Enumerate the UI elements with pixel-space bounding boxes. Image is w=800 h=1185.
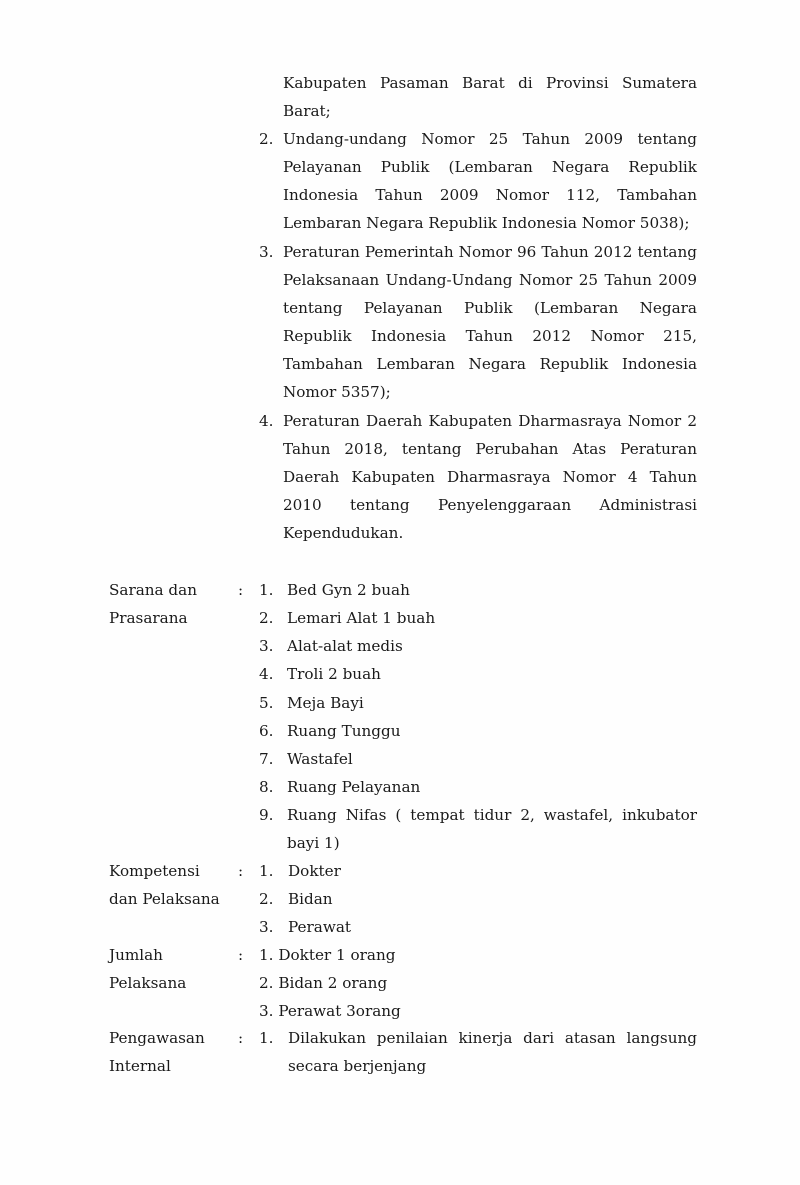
kompetensi-item: Bidan xyxy=(288,890,333,908)
legal-item-line: Indonesia Tahun 2009 Nomor 112, Tambahan xyxy=(283,186,697,204)
section-label-pengawasan: Internal xyxy=(109,1057,171,1075)
kompetensi-item-number: 2. xyxy=(259,890,274,908)
sarana-item-number: 3. xyxy=(259,637,274,655)
section-label-jumlah: Jumlah xyxy=(109,946,163,964)
sarana-item-number: 4. xyxy=(259,665,274,683)
legal-item-line: Tambahan Lembaran Negara Republik Indonesia xyxy=(283,355,697,373)
legal-item-line: Lembaran Negara Republik Indonesia Nomor 5038); xyxy=(283,214,690,232)
section-colon: : xyxy=(238,946,244,964)
legal-item-line: Republik Indonesia Tahun 2012 Nomor 215, xyxy=(283,327,697,345)
section-colon: : xyxy=(238,862,244,880)
kompetensi-item-number: 3. xyxy=(259,918,274,936)
jumlah-item: 1. Dokter 1 orang xyxy=(259,946,396,964)
jumlah-item: 3. Perawat 3orang xyxy=(259,1002,401,1020)
sarana-item: Troli 2 buah xyxy=(287,665,381,683)
sarana-item: Ruang Pelayanan xyxy=(287,778,421,796)
sarana-item: Ruang Nifas ( tempat tidur 2, wastafel, inkubator xyxy=(287,806,697,824)
legal-item-line: Nomor 5357); xyxy=(283,383,391,401)
kompetensi-item: Perawat xyxy=(288,918,351,936)
section-label-kompetensi: Kompetensi xyxy=(109,862,200,880)
pengawasan-item: Dilakukan penilaian kinerja dari atasan langsung xyxy=(288,1029,697,1047)
section-label-sarana: Sarana dan xyxy=(109,581,197,599)
jumlah-item: 2. Bidan 2 orang xyxy=(259,974,388,992)
legal-continuation-line: Kabupaten Pasaman Barat di Provinsi Sumatera xyxy=(283,74,697,92)
legal-continuation-line: Barat; xyxy=(283,102,331,120)
legal-item-line: Pelayanan Publik (Lembaran Negara Republik xyxy=(283,158,697,176)
legal-item-line: Daerah Kabupaten Dharmasraya Nomor 4 Tahun xyxy=(283,468,697,486)
sarana-item-number: 9. xyxy=(259,806,274,824)
sarana-item: Wastafel xyxy=(287,750,353,768)
section-colon: : xyxy=(238,1029,244,1047)
legal-item-number: 2. xyxy=(259,130,274,148)
sarana-item: Ruang Tunggu xyxy=(287,722,401,740)
legal-item-line: 2010 tentang Penyelenggaraan Administrasi xyxy=(283,496,697,514)
legal-item-line: Peraturan Daerah Kabupaten Dharmasraya Nomor 2 xyxy=(283,412,697,430)
section-label-sarana: Prasarana xyxy=(109,609,188,627)
legal-item-line: Peraturan Pemerintah Nomor 96 Tahun 2012 tentang xyxy=(283,243,697,261)
section-colon: : xyxy=(238,581,244,599)
pengawasan-item: secara berjenjang xyxy=(288,1057,427,1075)
sarana-item: Lemari Alat 1 buah xyxy=(287,609,436,627)
legal-item-line: tentang Pelayanan Publik (Lembaran Negara xyxy=(283,299,697,317)
pengawasan-item-number: 1. xyxy=(259,1029,274,1047)
sarana-item: Alat-alat medis xyxy=(287,637,403,655)
kompetensi-item-number: 1. xyxy=(259,862,274,880)
sarana-item-number: 8. xyxy=(259,778,274,796)
legal-item-line: Kependudukan. xyxy=(283,524,404,542)
legal-item-number: 3. xyxy=(259,243,274,261)
sarana-item: Meja Bayi xyxy=(287,694,364,712)
sarana-item-number: 6. xyxy=(259,722,274,740)
legal-item-line: Undang-undang Nomor 25 Tahun 2009 tentang xyxy=(283,130,697,148)
section-label-kompetensi: dan Pelaksana xyxy=(109,890,220,908)
kompetensi-item: Dokter xyxy=(288,862,341,880)
legal-item-line: Tahun 2018, tentang Perubahan Atas Peraturan xyxy=(283,440,697,458)
legal-item-number: 4. xyxy=(259,412,274,430)
sarana-item: bayi 1) xyxy=(287,834,340,852)
sarana-item-number: 5. xyxy=(259,694,274,712)
sarana-item-number: 1. xyxy=(259,581,274,599)
sarana-item: Bed Gyn 2 buah xyxy=(287,581,410,599)
section-label-jumlah: Pelaksana xyxy=(109,974,187,992)
section-label-pengawasan: Pengawasan xyxy=(109,1029,205,1047)
sarana-item-number: 2. xyxy=(259,609,274,627)
legal-item-line: Pelaksanaan Undang-Undang Nomor 25 Tahun 2009 xyxy=(283,271,697,289)
sarana-item-number: 7. xyxy=(259,750,274,768)
